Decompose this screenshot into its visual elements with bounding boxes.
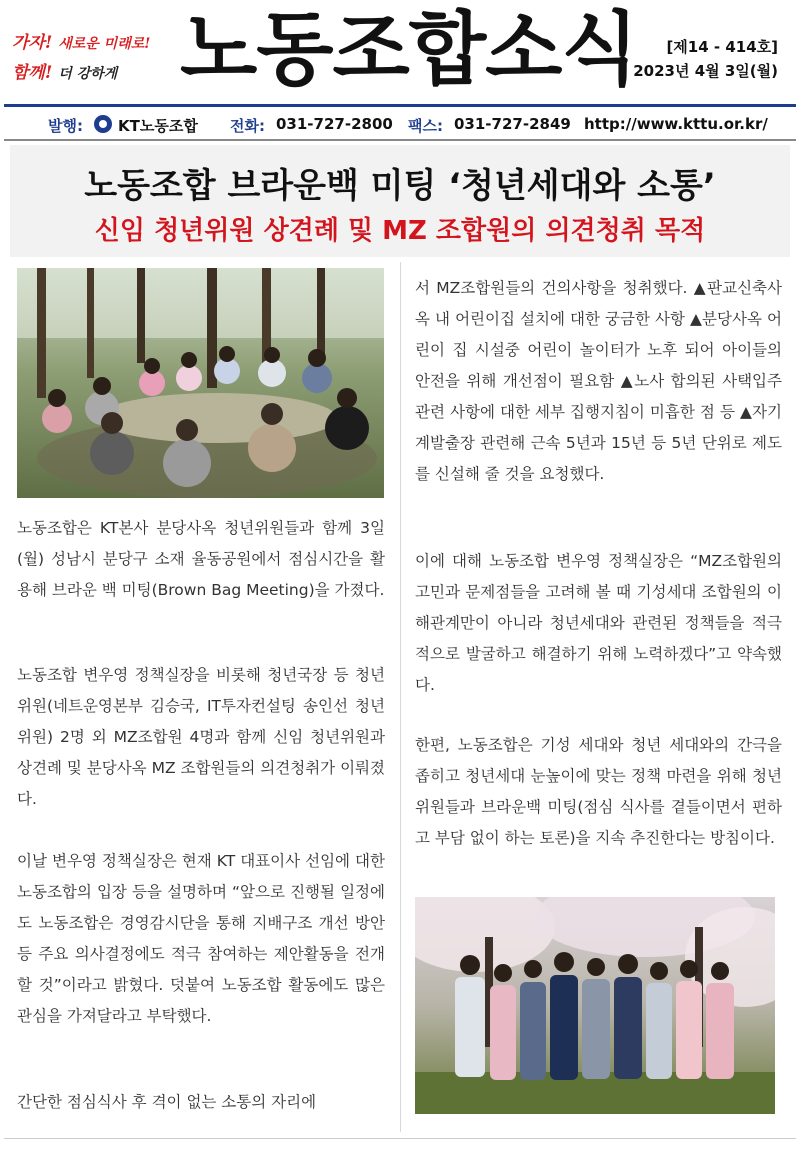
masthead-rule bbox=[4, 104, 796, 107]
page-bottom-rule bbox=[4, 1138, 796, 1139]
article-subheadline: 신임 청년위원 상견례 및 MZ 조합원의 의견청취 목적 bbox=[94, 216, 706, 246]
photo-group-blossoms bbox=[415, 897, 775, 1114]
publisher-label: 발행: bbox=[48, 117, 83, 135]
column-divider bbox=[400, 262, 401, 1132]
newsletter-title: 노동조합소식 bbox=[180, 3, 638, 96]
publisher-rule bbox=[4, 139, 796, 141]
issue-number: [제14 - 414호] bbox=[666, 38, 778, 56]
article-paragraph: 노동조합 변우영 정책실장을 비롯해 청년국장 등 청년위원(네트운영본부 김승국, IT투자컨설팅 송인선 청년위원) 2명 외 MZ조합원 4명과 함께 신임 청년위원과 상견례 및 분당사옥 MZ 조합원들의 의견청취가 이뤄졌다. bbox=[17, 666, 385, 808]
photo-park-picnic bbox=[17, 268, 384, 498]
publisher-bar bbox=[0, 112, 800, 136]
issue-date: 2023년 4월 3일(월) bbox=[633, 62, 778, 80]
article-paragraph: 간단한 점심식사 후 격이 없는 소통의 자리에 bbox=[17, 1093, 317, 1111]
phone-label: 전화: bbox=[230, 117, 265, 135]
website-link[interactable]: http://www.kttu.or.kr/ bbox=[584, 115, 768, 133]
slogan-line-2-lead: 함께! bbox=[12, 63, 53, 83]
masthead bbox=[0, 0, 800, 100]
slogan-line-1-tail: 새로운 미래로! bbox=[58, 36, 151, 52]
article-paragraph: 한편, 노동조합은 기성 세대와 청년 세대와의 간극을 좁히고 청년세대 눈높이에 맞는 정책 마련을 위해 청년위원들과 브라운백 미팅(점심 식사를 곁들이면서 편하고 부담 없이 하는 토론)을 지속 추진한다는 방침이다. bbox=[415, 736, 782, 847]
fax-label: 팩스: bbox=[408, 117, 443, 135]
slogan-line-1 bbox=[12, 28, 150, 53]
article-paragraph: 노동조합은 KT본사 분당사옥 청년위원들과 함께 3일(월) 성남시 분당구 소재 율동공원에서 점심시간을 활용해 브라운 백 미팅(Brown Bag Meeting)을 가졌다. bbox=[17, 519, 385, 599]
publisher-name: KT노동조합 bbox=[118, 117, 198, 135]
article-paragraph: 이날 변우영 정책실장은 현재 KT 대표이사 선임에 대한 노동조합의 입장 등을 설명하며 “앞으로 진행될 일정에도 노동조합은 경영감시단을 통해 지배구조 개선 방안 등 주요 의사결정에도 적극 참여하는 제안활동을 전개할 것”이라고 밝혔다. 덧붙여 노동조합 활동에도 많은 관심을 가져달라고 부탁했다. bbox=[17, 852, 385, 1025]
slogan-line-2-tail: 더 강하게 bbox=[58, 66, 118, 82]
slogan-line-1-lead: 가자! bbox=[12, 33, 53, 53]
article-headline: 노동조합 브라운백 미팅 ‘청년세대와 소통’ bbox=[84, 166, 716, 206]
phone-number: 031-727-2800 bbox=[276, 115, 393, 133]
article-paragraph: 이에 대해 노동조합 변우영 정책실장은 “MZ조합원의 고민과 문제점들을 고려해 볼 때 기성세대 조합원의 이해관계만이 아니라 청년세대와 관련된 정책들을 적극적으로 발굴하고 해결하기 위해 노력하겠다”고 약속했다. bbox=[415, 552, 782, 694]
article-paragraph: 서 MZ조합원들의 건의사항을 청취했다. ▲판교신축사옥 내 어린이집 설치에 대한 궁금한 사항 ▲분당사옥 어린이 집 시설중 어린이 놀이터가 노후 되어 아이들의 안전을 위해 개선점이 필요함 ▲노사 합의된 사택입주 관련 사항에 대한 세부 집행지침이 미흡한 점 등 ▲자기계발출장 관련해 근속 5년과 15년 등 5년 단위로 제도를 신설해 줄 것을 요청했다. bbox=[415, 279, 782, 483]
fax-number[interactable]: 031-727-2849 bbox=[454, 115, 571, 133]
slogan-line-2 bbox=[12, 58, 117, 83]
kttu-logo-icon bbox=[94, 115, 112, 133]
